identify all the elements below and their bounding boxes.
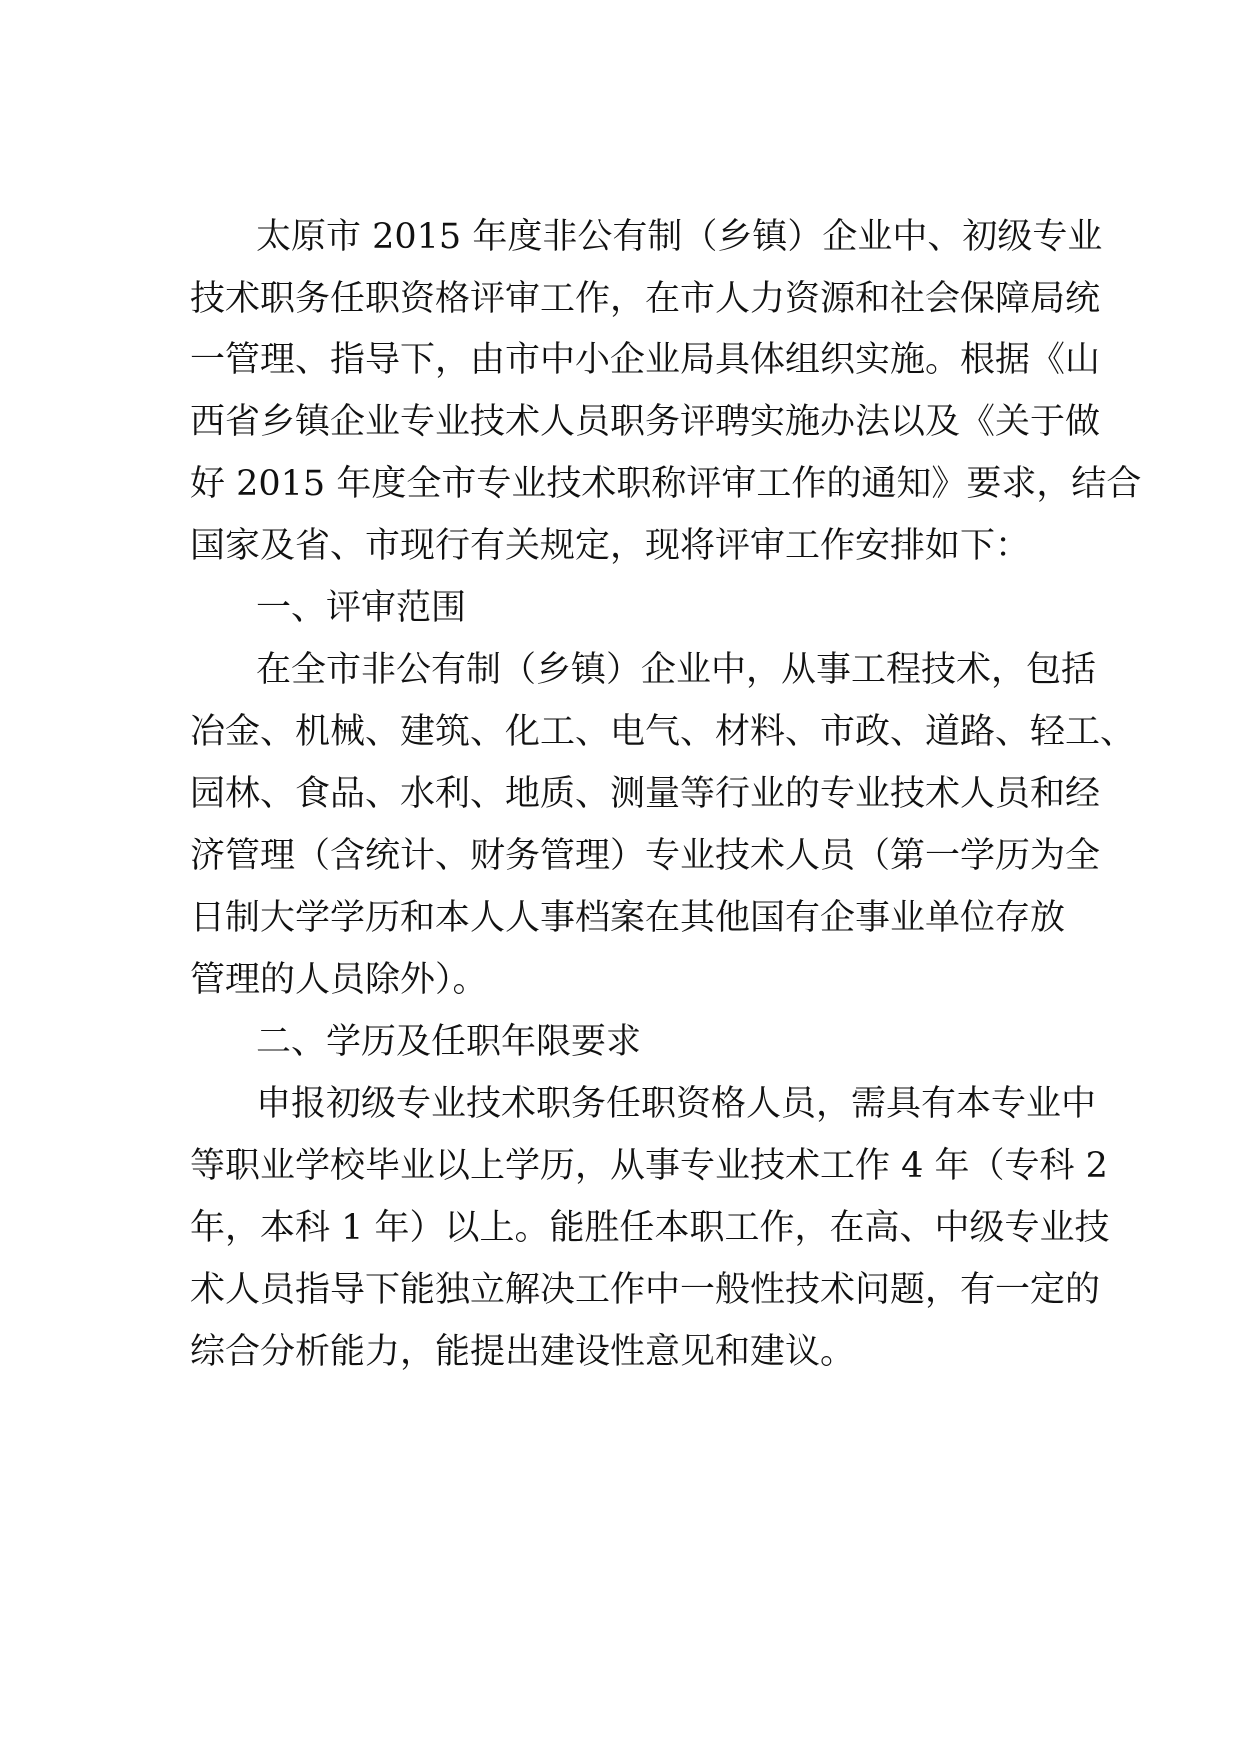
paragraph-3-line-5: 综合分析能力，能提出建设性意见和建议。 xyxy=(190,1332,856,1372)
paragraph-3-line-1: 申报初级专业技术职务任职资格人员，需具有本专业中 xyxy=(256,1084,1097,1124)
paragraph-2-line-5: 日制大学学历和本人人事档案在其他国有企事业单位存放 xyxy=(190,898,1066,938)
paragraph-1-line-5: 好 2015 年度全市专业技术职称评审工作的通知》要求，结合 xyxy=(190,464,1142,504)
paragraph-1-line-4: 西省乡镇企业专业技术人员职务评聘实施办法以及《关于做 xyxy=(190,402,1101,442)
section-heading-2: 二、学历及任职年限要求 xyxy=(256,1022,642,1062)
paragraph-2-line-6: 管理的人员除外）。 xyxy=(190,960,488,1000)
paragraph-2-line-1: 在全市非公有制（乡镇）企业中，从事工程技术，包括 xyxy=(256,650,1097,690)
paragraph-3-line-3: 年，本科 1 年）以上。能胜任本职工作，在高、中级专业技 xyxy=(190,1208,1110,1248)
paragraph-1-line-6: 国家及省、市现行有关规定，现将评审工作安排如下： xyxy=(190,526,1031,566)
section-heading-1: 一、评审范围 xyxy=(256,588,467,628)
paragraph-2-line-2: 冶金、机械、建筑、化工、电气、材料、市政、道路、轻工、 xyxy=(190,712,1136,752)
paragraph-1-line-2: 技术职务任职资格评审工作，在市人力资源和社会保障局统 xyxy=(190,279,1101,319)
paragraph-1-line-3: 一管理、指导下，由市中小企业局具体组织实施。根据《山 xyxy=(190,340,1101,380)
paragraph-1-line-1: 太原市 2015 年度非公有制（乡镇）企业中、初级专业 xyxy=(256,217,1103,257)
paragraph-3-line-2: 等职业学校毕业以上学历，从事专业技术工作 4 年（专科 2 xyxy=(190,1146,1108,1186)
paragraph-3-line-4: 术人员指导下能独立解决工作中一般性技术问题，有一定的 xyxy=(190,1270,1101,1310)
paragraph-2-line-3: 园林、食品、水利、地质、测量等行业的专业技术人员和经 xyxy=(190,774,1101,814)
paragraph-2-line-4: 济管理（含统计、财务管理）专业技术人员（第一学历为全 xyxy=(190,836,1101,876)
